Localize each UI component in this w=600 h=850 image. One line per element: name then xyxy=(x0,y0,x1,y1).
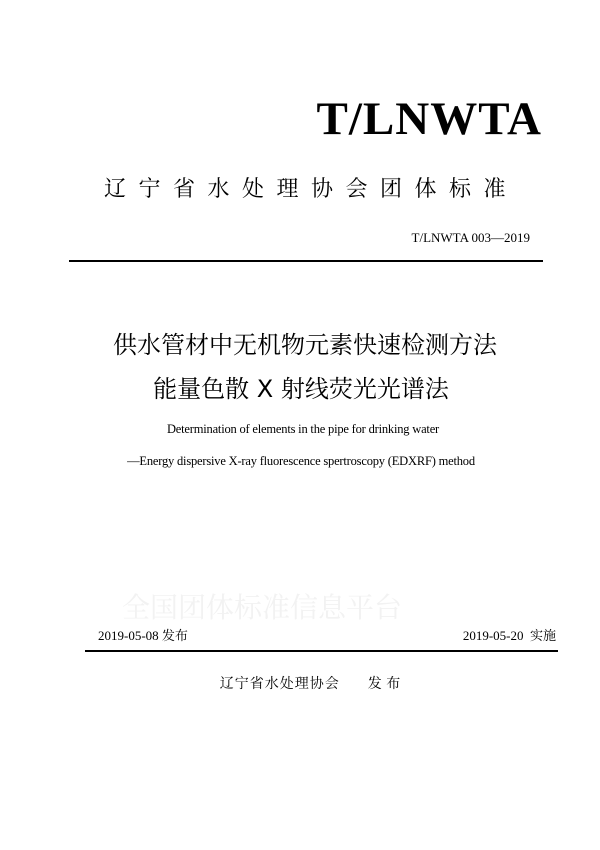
title-chinese-line1: 供水管材中无机物元素快速检测方法 xyxy=(113,331,497,359)
publisher-name: 辽宁省水处理协会 xyxy=(219,676,340,692)
implementation-date-block xyxy=(463,629,556,643)
title-chinese-line2: 能量色散 X 射线荧光光谱法 xyxy=(153,375,449,403)
watermark: 全国团体标准信息平台 xyxy=(122,591,403,624)
top-divider xyxy=(69,260,543,262)
implementation-label: 实施 xyxy=(529,629,556,644)
standard-number: T/LNWTA 003—2019 xyxy=(411,230,530,245)
title-english-line1: Determination of elements in the pipe for drinking water xyxy=(166,422,440,436)
implementation-date: 2019-05-20 xyxy=(462,628,524,643)
publisher-action: 发 布 xyxy=(367,676,401,692)
publisher-block xyxy=(0,677,600,691)
title-english-line2: —Energy dispersive X-ray fluorescence spertroscopy (EDXRF) method xyxy=(127,454,475,468)
issue-date: 2019-05-08 xyxy=(98,628,159,643)
org-code: T/LNWTA xyxy=(316,93,542,145)
bottom-divider xyxy=(85,650,558,652)
issue-label: 发布 xyxy=(161,629,188,644)
issue-date-block xyxy=(98,629,188,643)
org-standard-title: 辽宁省水处理协会团体标准 xyxy=(104,177,519,202)
